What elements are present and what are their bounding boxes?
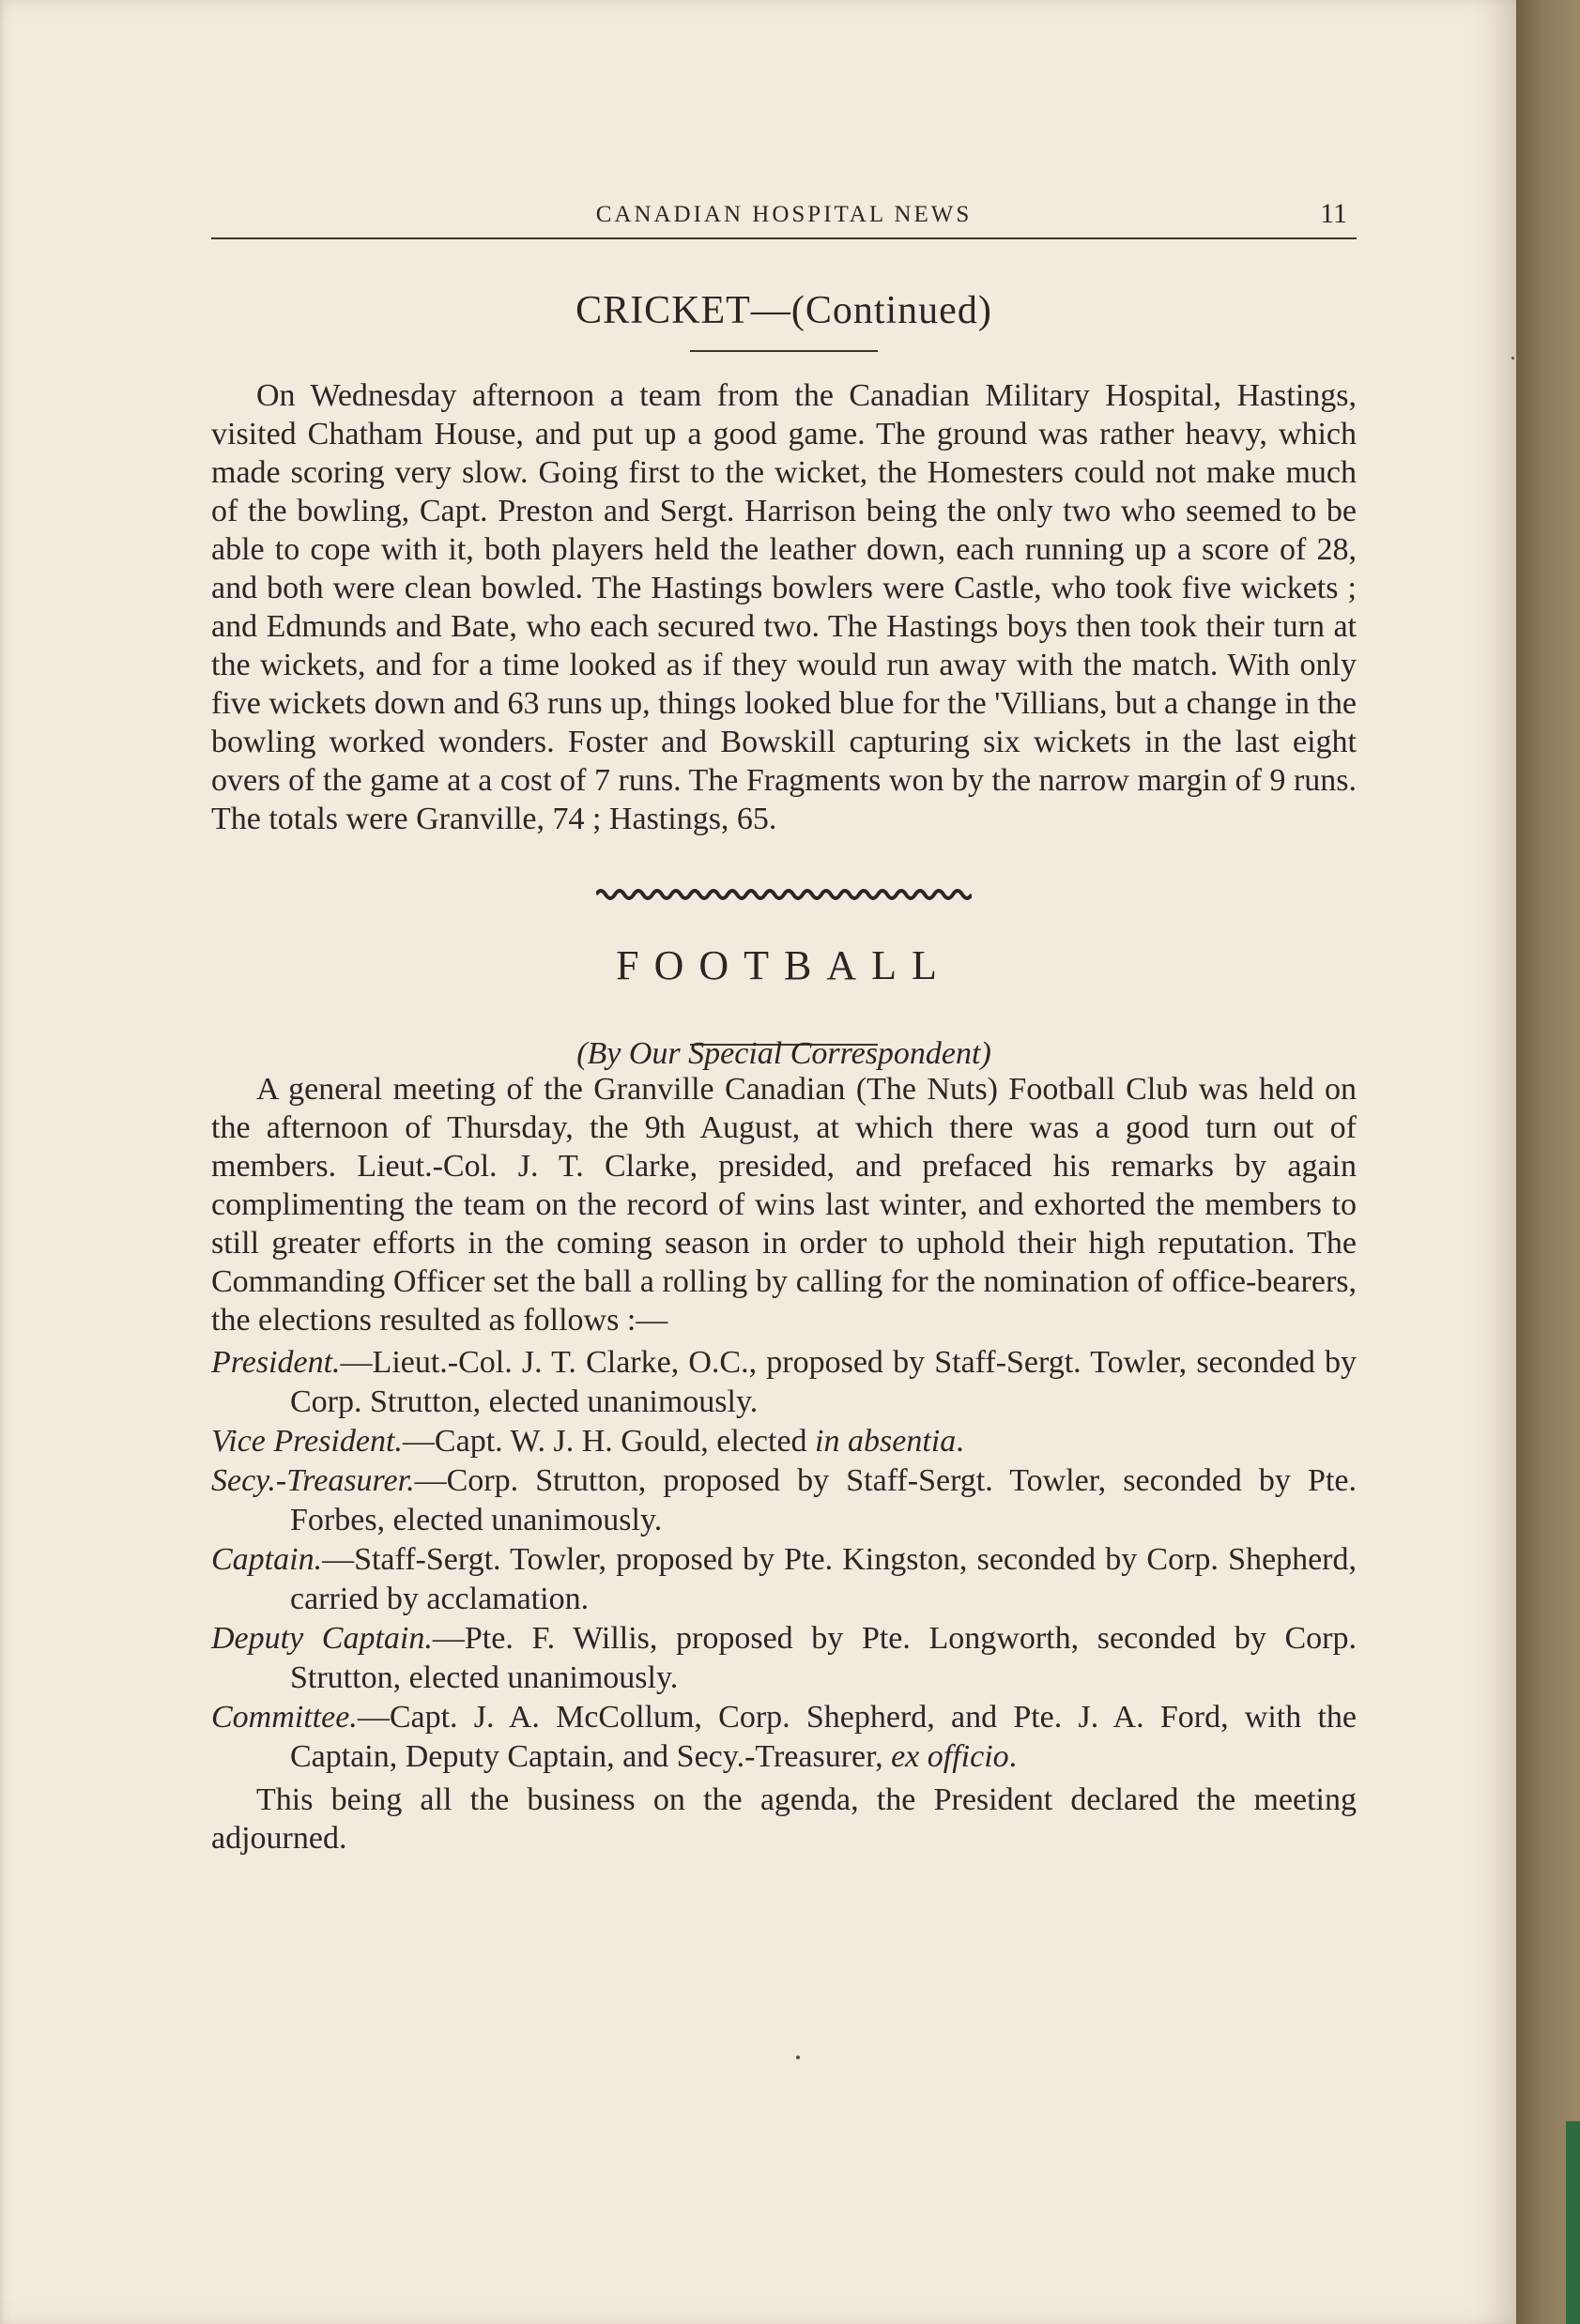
officer-role: Captain. — [211, 1542, 323, 1577]
running-head — [211, 192, 1357, 239]
title-rule — [690, 350, 878, 352]
page-edge — [1516, 0, 1580, 2324]
officer-entry-committee — [211, 1698, 1357, 1777]
cricket-body: On Wednesday afternoon a team from the Canadian Military Hospital, Hastings, visited Chatham House, and put up a good game. The ground was rather heavy, which made scoring very slow. Going first to the wicket, the Homesters could not make much of the bowling, Capt. Preston and Sergt. Harrison being the only two who seemed to be able to cope with it, both players held the leather down, each running up a score of 28, and both were clean bowled. The Hastings bowlers were Castle, who took five wickets ; and Edmunds and Bate, who each secured two. The Hastings boys then took their turn at the wickets, and for a time looked as if they would run away with the match. With only five wickets down and 63 runs up, things looked blue for the 'Villians, but a change in the bowling worked wonders. Foster and Bowskill capturing six wickets in the last eight overs of the game at a cost of 7 runs. The Fragments won by the narrow margin of 9 runs. The totals were Granville, 74 ; Hastings, 65. — [211, 378, 1357, 836]
officer-role: Committee. — [211, 1700, 358, 1735]
green-binding-strip — [1566, 2121, 1580, 2324]
page-content — [211, 192, 1357, 1858]
officer-detail: —Lieut.-Col. J. T. Clarke, O.C., proposed by Staff-Sergt. Towler, seconded by Corp. Strutton, elected unanimously. — [290, 1345, 1357, 1419]
officer-list — [211, 1343, 1357, 1777]
officer-role: President. — [211, 1345, 341, 1380]
paper-speck — [1511, 357, 1514, 359]
officer-detail: —Capt. J. A. McCollum, Corp. Shepherd, and Pte. J. A. Ford, with the Captain, Deputy Captain, and Secy.-Treasurer, — [290, 1700, 1357, 1774]
running-title: CANADIAN HOSPITAL NEWS — [595, 202, 973, 227]
wavy-ornament — [596, 885, 972, 904]
officer-detail: —Corp. Strutton, proposed by Staff-Sergt. Towler, seconded by Pte. Forbes, elected unanimously. — [290, 1463, 1357, 1537]
officer-detail: —Capt. W. J. H. Gould, elected — [402, 1424, 816, 1459]
officer-role: Secy.-Treasurer. — [211, 1463, 415, 1498]
officer-detail: —Staff-Sergt. Towler, proposed by Pte. Kingston, seconded by Corp. Shepherd, carried by acclamation. — [290, 1542, 1357, 1616]
paper-speck — [796, 2056, 800, 2059]
byline: (By Our Special Correspondent) — [576, 1036, 991, 1071]
officer-tail: . — [1008, 1739, 1018, 1774]
page-number: 11 — [1320, 198, 1347, 229]
football-intro: A general meeting of the Granville Canadian (The Nuts) Football Club was held on the afternoon of Thursday, the 9th August, at which there was a good turn out of members. Lieut.-Col. J. T. Clarke, presided, and prefaced his remarks by again complimenting the team on the record of wins last winter, and exhorted the members to still greater efforts in the coming season in order to uphold their high reputation. The Commanding Officer set the ball a rolling by calling for the nomination of office-bearers, the elections resulted as follows :— — [211, 1072, 1357, 1338]
officer-entry-vice-president — [211, 1422, 1357, 1461]
officer-italic-note: in absentia — [815, 1424, 957, 1459]
officer-italic-note: ex officio — [891, 1739, 1009, 1774]
officer-tail: . — [956, 1424, 964, 1459]
officer-role: Vice President. — [211, 1424, 403, 1459]
cricket-title: CRICKET—(Continued) — [575, 289, 992, 332]
officer-entry-captain — [211, 1540, 1357, 1619]
officer-entry-secretary-treasurer — [211, 1461, 1357, 1540]
football-closing: This being all the business on the agenda, the President declared the meeting adjourned. — [211, 1782, 1357, 1856]
officer-entry-deputy-captain — [211, 1619, 1357, 1698]
officer-role: Deputy Captain. — [211, 1621, 433, 1656]
officer-detail: —Pte. F. Willis, proposed by Pte. Longworth, seconded by Corp. Strutton, elected unanimously. — [290, 1621, 1357, 1695]
football-title: FOOTBALL — [616, 942, 952, 988]
officer-entry-president — [211, 1343, 1357, 1422]
